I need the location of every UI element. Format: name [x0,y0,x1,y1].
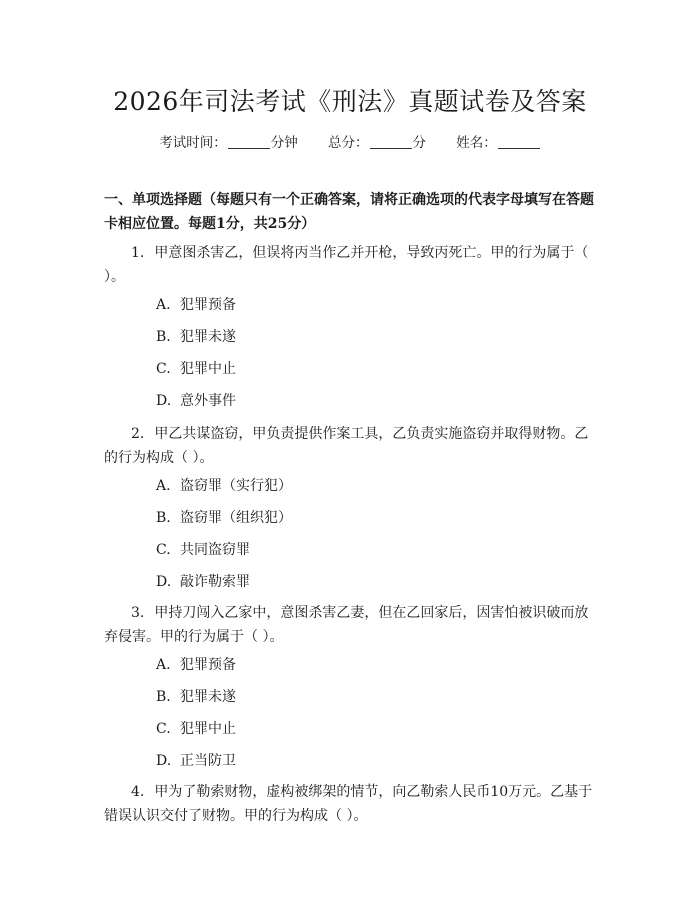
question-number: 1. [131,245,145,261]
option-text: 盗窃罪（实行犯） [180,478,292,494]
exam-meta [0,131,700,151]
question-3 [104,601,598,649]
question-text: 甲乙共谋盗窃，甲负责提供作案工具，乙负责实施盗窃并取得财物。乙的行为构成（ ）。 [104,426,589,466]
option-3b[interactable] [156,687,236,707]
question-2 [104,422,598,470]
option-letter: B. [156,689,171,705]
option-letter: A. [156,657,171,673]
option-1a[interactable] [156,295,236,315]
option-letter: B. [156,510,171,526]
question-1 [104,241,598,289]
option-text: 犯罪未遂 [180,689,236,705]
option-3a[interactable] [156,655,236,675]
question-number: 2. [131,426,145,442]
name-field [456,135,541,151]
option-letter: D. [156,753,172,769]
option-text: 犯罪中止 [180,361,236,377]
question-text: 甲持刀闯入乙家中，意图杀害乙妻，但在乙回家后，因害怕被识破而放弃侵害。甲的行为属于（ ）。 [104,605,589,645]
option-1d[interactable] [156,391,236,411]
option-letter: A. [156,297,171,313]
exam-time-label: 考试时间： [159,135,227,151]
option-1c[interactable] [156,359,236,379]
option-2b[interactable] [156,508,292,528]
question-text: 甲意图杀害乙，但误将丙当作乙并开枪，导致丙死亡。甲的行为属于（ ）。 [104,245,589,285]
option-2a[interactable] [156,476,292,496]
option-3d[interactable] [156,751,236,771]
exam-time-field [159,135,302,151]
question-number: 4. [131,784,145,800]
total-score-unit: 分 [412,135,426,151]
option-letter: B. [156,329,171,345]
option-letter: C. [156,542,171,558]
option-3c[interactable] [156,719,236,739]
option-letter: D. [156,393,172,409]
name-label: 姓名： [456,135,497,151]
question-4 [104,780,598,828]
option-2d[interactable] [156,572,250,592]
total-score-blank[interactable] [370,134,412,149]
option-2c[interactable] [156,540,250,560]
option-text: 犯罪中止 [180,721,236,737]
option-text: 犯罪预备 [180,657,236,673]
option-text: 共同盗窃罪 [180,542,250,558]
option-letter: C. [156,361,171,377]
question-number: 3. [131,605,145,621]
question-text: 甲为了勒索财物，虚构被绑架的情节，向乙勒索人民币10万元。乙基于错误认识交付了财物。甲的行为构成（ ）。 [104,784,593,824]
option-text: 犯罪预备 [180,297,236,313]
option-text: 犯罪未遂 [180,329,236,345]
option-letter: D. [156,574,172,590]
option-letter: C. [156,721,171,737]
option-1b[interactable] [156,327,236,347]
option-text: 正当防卫 [180,753,236,769]
exam-title: 2026年司法考试《刑法》真题试卷及答案 [113,87,587,116]
option-text: 敲诈勒索罪 [180,574,250,590]
total-score-label: 总分： [328,135,369,151]
section-heading: 一、单项选择题（每题只有一个正确答案，请将正确选项的代表字母填写在答题卡相应位置。每题1分，共25分） [104,192,594,232]
exam-time-unit: 分钟 [270,135,298,151]
total-score-field [328,135,430,151]
exam-time-blank[interactable] [228,134,270,149]
name-blank[interactable] [498,134,540,149]
option-letter: A. [156,478,171,494]
option-text: 意外事件 [180,393,236,409]
option-text: 盗窃罪（组织犯） [180,510,292,526]
